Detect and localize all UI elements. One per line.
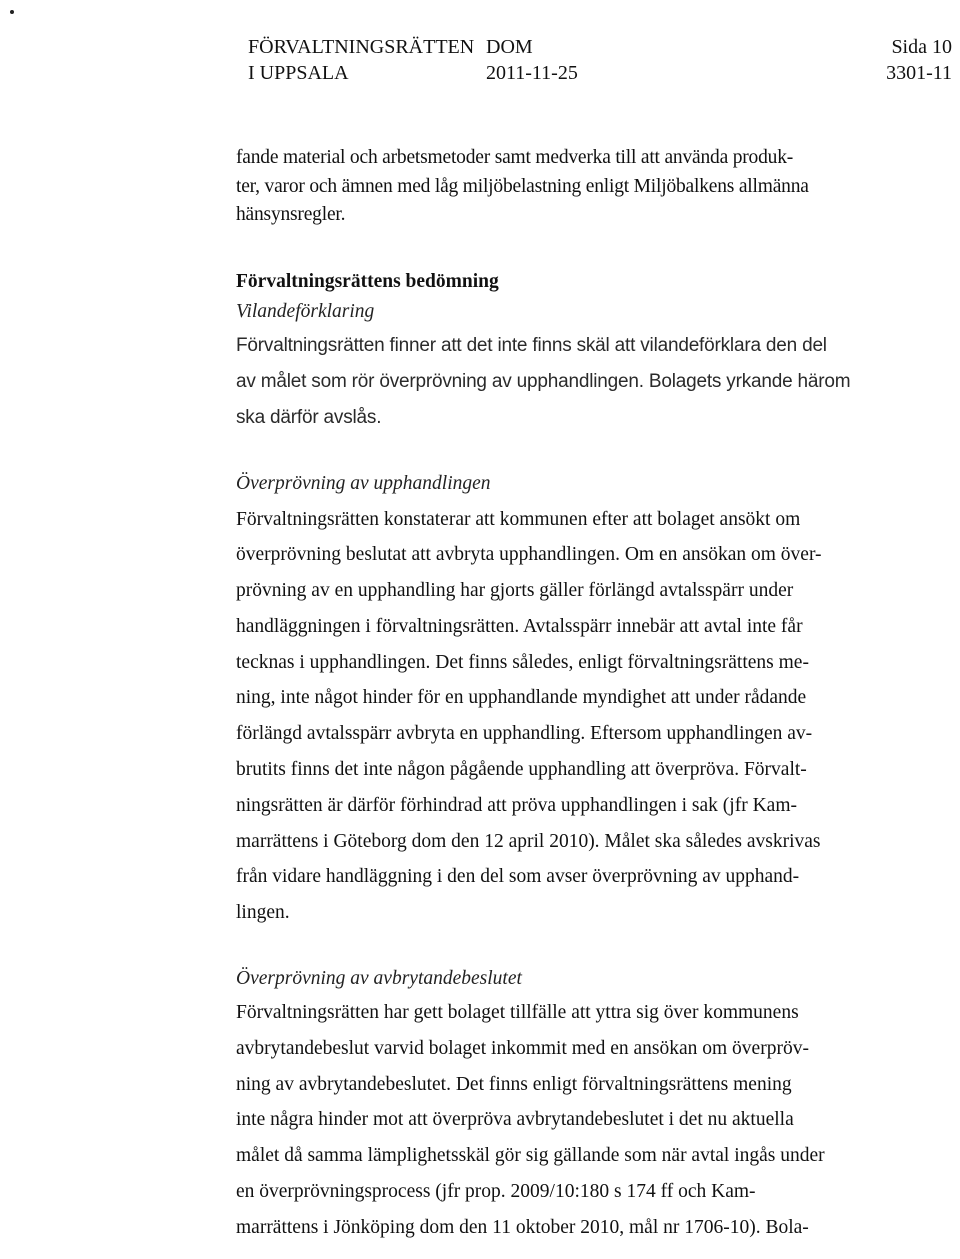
document-date: 2011-11-25 — [486, 62, 578, 84]
paragraph-line: förlängd avtalsspärr avbryta en upphandling. Eftersom upphandlingen av- — [236, 723, 813, 745]
paragraph-line: prövning av en upphandling har gjorts gäller förlängd avtalsspärr under — [236, 580, 794, 602]
paragraph-line: av målet som rör överprövning av upphandlingen. Bolagets yrkande härom — [236, 370, 851, 392]
paragraph-line: en överprövningsprocess (jfr prop. 2009/10:180 s 174 ff och Kam- — [236, 1181, 756, 1203]
subsection-title-vilandeforklaring: Vilandeförklaring — [236, 300, 375, 322]
page-info — [886, 34, 952, 86]
paragraph-line: inte några hinder mot att överpröva avbrytandebeslutet i det nu aktuella — [236, 1109, 794, 1131]
intro-paragraph — [236, 144, 936, 230]
intro-line: ter, varor och ämnen med låg miljöbelastning enligt Miljöbalkens allmänna — [236, 175, 809, 197]
court-name — [248, 34, 474, 86]
paragraph-line: tecknas i upphandlingen. Det finns således, enligt förvaltningsrättens me- — [236, 651, 809, 673]
intro-line: fande material och arbetsmetoder samt medverka till att använda produk- — [236, 147, 794, 168]
paragraph-line: Förvaltningsrätten har gett bolaget tillfälle att yttra sig över kommunens — [236, 1002, 799, 1024]
paragraph-line: lingen. — [236, 902, 290, 924]
court-name-line2: I UPPSALA — [248, 62, 349, 84]
paragraph-line: ska därför avslås. — [236, 406, 382, 428]
page-header — [0, 34, 960, 104]
paragraph-line: marrättens i Göteborg dom den 12 april 2010). Målet ska således avskrivas — [236, 830, 821, 852]
paragraph-line: Förvaltningsrätten finner att det inte finns skäl att vilandeförklara den del — [236, 334, 827, 356]
overprovning-upphandlingen-paragraph — [236, 502, 936, 932]
paragraph-line: avbrytandebeslut varvid bolaget inkommit med en ansökan om överpröv- — [236, 1037, 809, 1059]
paragraph-line: Förvaltningsrätten konstaterar att kommunen efter att bolaget ansökt om — [236, 508, 801, 530]
subsection-title-overprovning-avbrytandebeslutet: Överprövning av avbrytandebeslutet — [236, 968, 522, 990]
case-number: 3301-11 — [886, 62, 952, 84]
paragraph-line: målet då samma lämplighetsskäl gör sig gällande som när avtal ingås under — [236, 1145, 825, 1167]
paragraph-line: ning av avbrytandebeslutet. Det finns enligt förvaltningsrättens mening — [236, 1073, 792, 1095]
document-body — [236, 144, 936, 1246]
paragraph-line: ningsrätten är därför förhindrad att pröva upphandlingen i sak (jfr Kam- — [236, 794, 797, 816]
paragraph-line: överprövning beslutat att avbryta upphandlingen. Om en ansökan om över- — [236, 544, 822, 566]
paragraph-line: handläggningen i förvaltningsrätten. Avtalsspärr innebär att avtal inte får — [236, 615, 803, 637]
subsection-title-overprovning-upphandlingen: Överprövning av upphandlingen — [236, 472, 491, 494]
paragraph-line: från vidare handläggning i den del som avser överprövning av upphand- — [236, 866, 800, 888]
document-type-block — [486, 34, 578, 86]
paragraph-line: ning, inte något hinder för en upphandlande myndighet att under rådande — [236, 687, 807, 709]
court-name-line1: FÖRVALTNINGSRÄTTEN — [248, 36, 475, 58]
document-type: DOM — [486, 36, 533, 58]
overprovning-avbrytandebeslutet-paragraph — [236, 995, 936, 1246]
paragraph-line: marrättens i Jönköping dom den 11 oktober 2010, mål nr 1706-10). Bola- — [236, 1216, 809, 1238]
intro-line: hänsynsregler. — [236, 204, 346, 225]
page-number: Sida 10 — [891, 36, 952, 58]
paragraph-line: brutits finns det inte någon pågående upphandling att överpröva. Förvalt- — [236, 759, 807, 781]
vilandeforklaring-paragraph — [236, 328, 936, 436]
assessment-heading: Förvaltningsrättens bedömning — [236, 270, 499, 292]
stray-dot-mark — [10, 10, 14, 14]
